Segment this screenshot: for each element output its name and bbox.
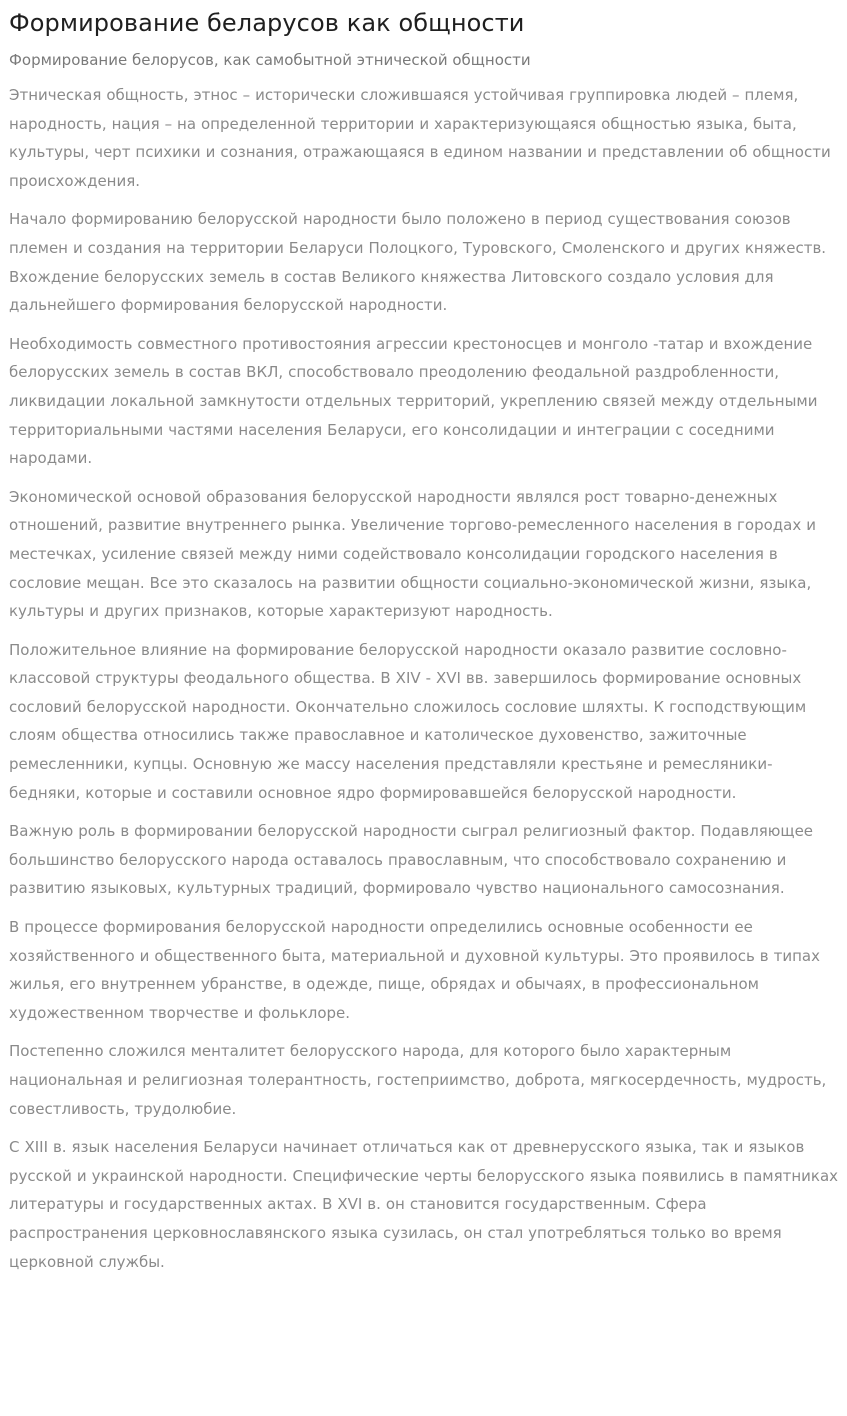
paragraph-culture: В процессе формирования белорусской народности определились основные особенности ее хозяйственного и общественного быта, материальной и духовной культуры. Это проявилось в типах жилья, его внутреннем убранстве, в одежде, пище, обрядах и обычаях, в профессиональном художественном творчестве и фольклоре. (9, 918, 820, 1022)
paragraph-consolidation: Необходимость совместного противостояния агрессии крестоносцев и монголо -татар и вхождение белорусских земель в состав ВКЛ, способствовало преодолению феодальной раздробленности, ликвидации локальной замкнутости отдельных территорий, укреплению связей между отдельными территориальными частями населения Беларуси, его консолидации и интеграции с соседними народами. (9, 334, 818, 468)
article-subtitle: Формирование белорусов, как самобытной этнической общности (9, 51, 531, 69)
paragraph-social-structure: Положительное влияние на формирование белорусской народности оказало развитие сословно-классовой структуры феодального общества. В XIV - XVI вв. завершилось формирование основных сословий белорусской народности. Окончательно сложилось сословие шляхты. К господствующим слоям общества относились также православное и католическое духовенство, зажиточные ремесленники, купцы. Основную же массу населения представляли крестьяне и ремесляники-бедняки, которые и составили основное ядро формировавшейся белорусской народности. (9, 640, 807, 802)
paragraph-economic-basis: Экономической основой образования белорусской народности являлся рост товарно-денежных отношений, развитие внутреннего рынка. Увеличение торгово-ремесленного населения в городах и местечках, усиление связей между ними содействовало консолидации городского населения в сословие мещан. Все это сказалось на развитии общности социально-экономической жизни, языка, культуры и других признаков, которые характеризуют народность. (9, 487, 816, 621)
paragraph-mentality: Постепенно сложился менталитет белорусского народа, для которого было характерным национальная и религиозная толерантность, гостеприимство, доброта, мягкосердечность, мудрость, совестливость, трудолюбие. (9, 1042, 827, 1118)
page-title: Формирование беларусов как общности (9, 9, 525, 37)
paragraph-religion: Важную роль в формировании белорусской народности сыграл религиозный фактор. Подавляющее большинство белорусского народа оставалось православным, что способствовало сохранению и развитию языковых, культурных традиций, формировало чувство национального самосознания. (9, 822, 814, 898)
paragraph-ethnic-community: Этническая общность, этнос – исторически сложившаяся устойчивая группировка людей – племя, народность, нация – на определенной территории и характеризующаяся общностью языка, быта, культуры, черт психики и сознания, отражающаяся в едином названии и представлении об общности происхождения. (9, 86, 831, 190)
paragraph-formation-start: Начало формированию белорусской народности было положено в период существования союзов племен и создания на территории Беларуси Полоцкого, Туровского, Смоленского и других княжеств. Вхождение белорусских земель в состав Великого княжества Литовского создало условия для дальнейшего формирования белорусской народности. (9, 210, 827, 315)
article (9, 0, 839, 1276)
paragraph-language: С XIII в. язык населения Беларуси начинает отличаться как от древнерусского языка, так и языков русской и украинской народности. Специфические черты белорусского языка появились в памятниках литературы и государственных актах. В XVI в. он становится государственным. Сфера распространения церковнославянского языка сузилась, он стал употребляться только во время церковной службы. (9, 1138, 839, 1271)
